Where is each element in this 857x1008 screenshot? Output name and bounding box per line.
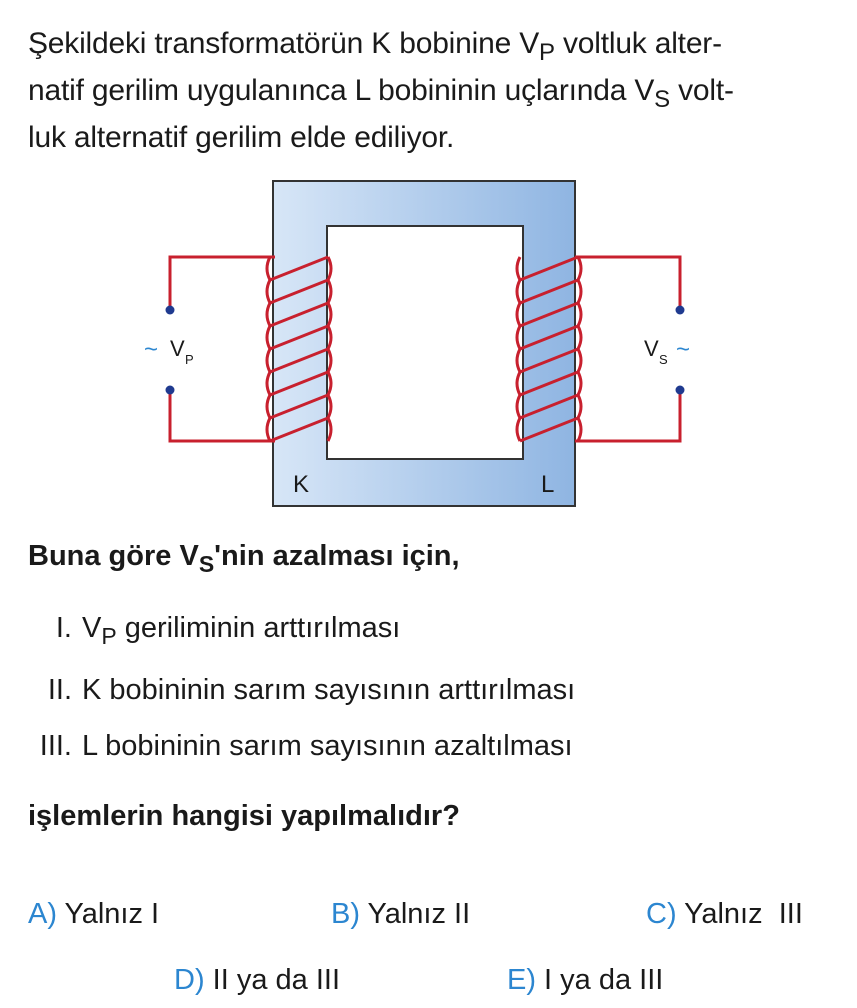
intro-sub-p: P xyxy=(539,39,555,66)
primary-terminal-bottom xyxy=(166,386,175,395)
coil-loop xyxy=(578,395,581,418)
secondary-wire-bottom xyxy=(575,390,680,441)
question-text-1: Buna göre V xyxy=(28,540,199,572)
statement-number: III. xyxy=(39,730,72,762)
option-letter: D) xyxy=(174,964,205,996)
statement-item xyxy=(0,612,700,652)
coil-loop xyxy=(578,349,581,372)
option-letter: E) xyxy=(507,964,536,996)
option-c[interactable] xyxy=(646,898,803,931)
secondary-wire-top xyxy=(575,257,680,310)
option-text: Yalnız I xyxy=(57,898,160,930)
coil-label-l: L xyxy=(541,471,555,498)
coil-loop xyxy=(267,372,270,395)
coil-loop xyxy=(578,303,581,326)
coil-loop xyxy=(267,303,270,326)
statement-item xyxy=(0,730,700,770)
statement-sub: P xyxy=(101,623,117,649)
intro-text-3: natif gerilim uygulanınca L bobininin uçlarında V xyxy=(28,74,655,107)
statement-item xyxy=(0,674,700,714)
coil-loop xyxy=(578,280,581,303)
secondary-terminal-top xyxy=(676,306,685,315)
secondary-voltage-label: V xyxy=(644,336,659,361)
primary-voltage-sub: P xyxy=(185,352,194,367)
intro-text-4: volt- xyxy=(669,74,734,107)
option-letter: A) xyxy=(28,898,57,930)
option-e[interactable] xyxy=(507,964,663,997)
coil-loop xyxy=(267,349,270,372)
intro-sub-s: S xyxy=(654,86,670,113)
coil-loop xyxy=(578,326,581,349)
primary-wire-bottom xyxy=(170,390,275,441)
coil-loop xyxy=(578,418,581,441)
coil-label-k: K xyxy=(293,471,310,498)
transformer-diagram xyxy=(130,170,730,515)
question-text-2: 'nin azalması için, xyxy=(214,540,460,572)
secondary-ac-symbol: ~ xyxy=(676,336,691,363)
coil-loop xyxy=(267,395,270,418)
primary-voltage-label: V xyxy=(170,336,185,361)
secondary-terminal-bottom xyxy=(676,386,685,395)
statement-symbol: V xyxy=(82,612,102,644)
statement-text: K bobininin sarım sayısının arttırılması xyxy=(82,674,576,706)
intro-paragraph xyxy=(28,20,838,161)
statement-number: I. xyxy=(55,612,72,644)
statement-text: geriliminin arttırılması xyxy=(116,612,401,644)
question-stem xyxy=(28,540,460,577)
option-d[interactable] xyxy=(174,964,340,997)
coil-loop xyxy=(578,257,581,280)
primary-wire-top xyxy=(170,257,275,310)
coil-loop xyxy=(267,326,270,349)
option-a[interactable] xyxy=(28,898,159,931)
coil-loop xyxy=(267,280,270,303)
core-window xyxy=(327,226,523,459)
coil-loop xyxy=(267,257,270,280)
statement-number: II. xyxy=(47,674,72,706)
primary-ac-symbol: ~ xyxy=(144,336,159,363)
option-text: II ya da III xyxy=(204,964,341,996)
option-text: I ya da III xyxy=(536,964,664,996)
coil-loop xyxy=(578,372,581,395)
primary-terminal-top xyxy=(166,306,175,315)
statement-text: L bobininin sarım sayısının azaltılması xyxy=(82,730,573,762)
intro-text-5: luk alternatif gerilim elde ediliyor. xyxy=(28,121,455,154)
option-letter: C) xyxy=(646,898,677,930)
option-text: Yalnız II xyxy=(360,898,471,930)
option-text: Yalnız III xyxy=(676,898,803,930)
option-b[interactable] xyxy=(331,898,470,931)
option-letter: B) xyxy=(331,898,360,930)
coil-loop xyxy=(267,418,270,441)
secondary-voltage-sub: S xyxy=(659,352,668,367)
question-sub-s: S xyxy=(198,551,215,577)
intro-text-1: Şekildeki transformatörün K bobinine V xyxy=(28,27,540,60)
intro-text-2: voltluk alter- xyxy=(554,27,722,60)
question-prompt: işlemlerin hangisi yapılmalıdır? xyxy=(28,800,460,832)
